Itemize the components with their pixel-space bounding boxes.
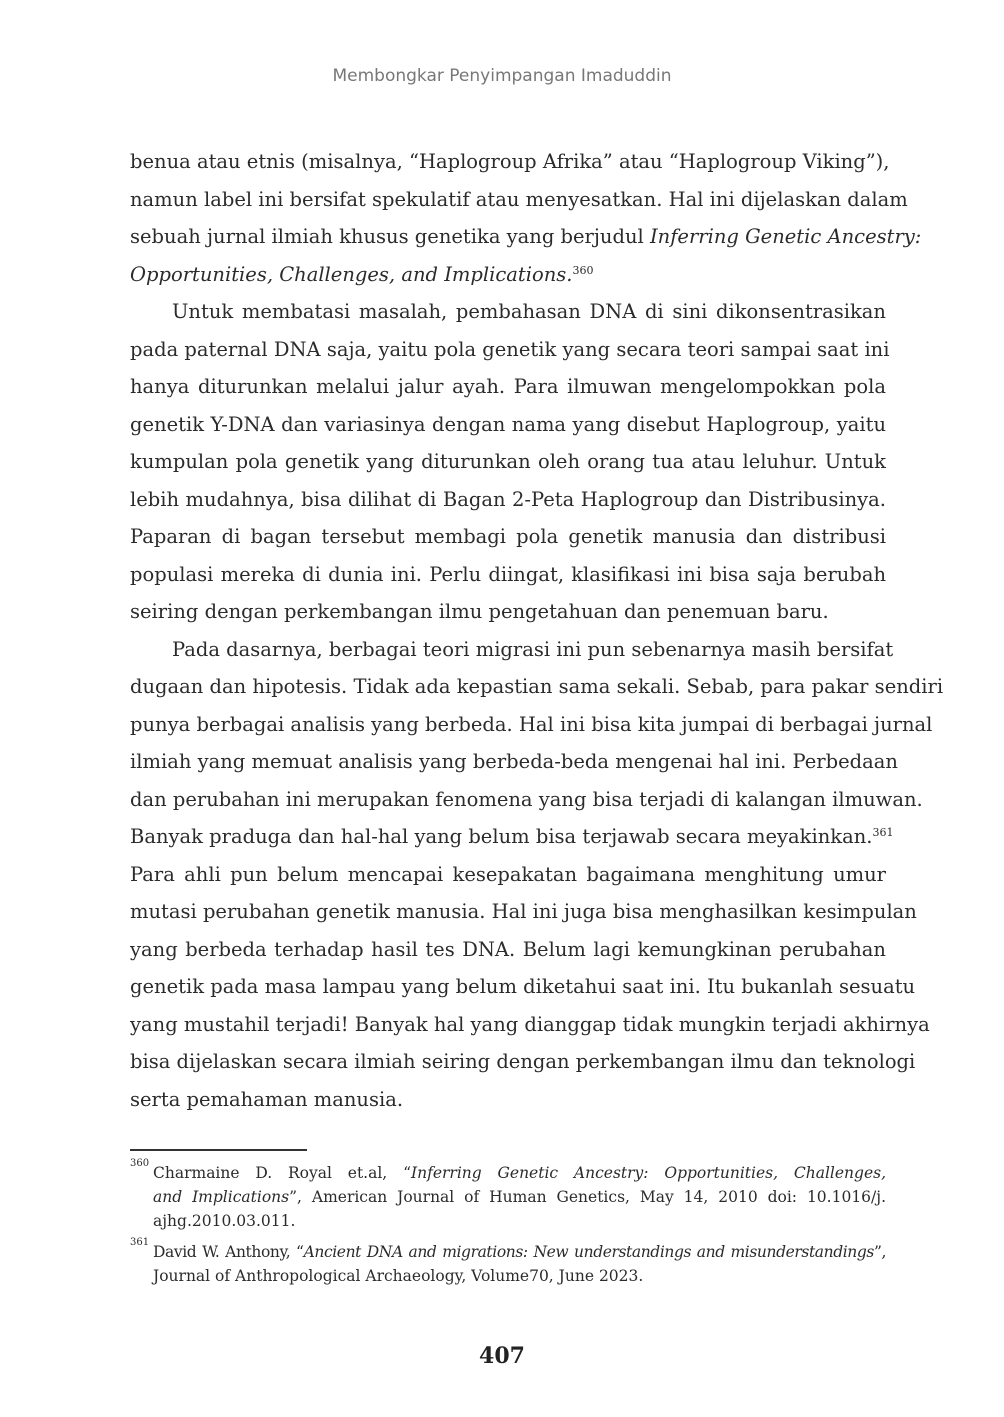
footnote-number: 360 xyxy=(130,1158,150,1169)
text-line xyxy=(130,256,886,294)
footnote-360 xyxy=(130,1158,886,1233)
text-line: genetik Y-DNA dan variasinya dengan nama yang disebut Haplogroup, yaitu xyxy=(130,412,886,436)
italic-title: Opportunities, Challenges, and Implications. xyxy=(130,262,573,286)
text-line: serta pemahaman manusia. xyxy=(130,1087,404,1111)
text-span: ”, xyxy=(873,1243,886,1261)
text-span: ”, American Journal of Human Genetics, May 14, 2010 doi: 10.1016/j. xyxy=(289,1188,886,1206)
text-line: Para ahli pun belum mencapai kesepakatan bagaimana menghitung umur xyxy=(130,862,886,886)
paragraph-1 xyxy=(130,143,922,293)
text-span: David W. Anthony, “ xyxy=(153,1243,304,1261)
text-line: kumpulan pola genetik yang diturunkan oleh orang tua atau leluhur. Untuk xyxy=(130,450,886,473)
footnote-line xyxy=(130,1161,886,1185)
italic-title: and Implications xyxy=(153,1188,290,1206)
footnote-361 xyxy=(130,1237,886,1288)
body-text xyxy=(130,143,944,1118)
text-line: Paparan di bagan tersebut membagi pola genetik manusia dan distribusi xyxy=(130,525,886,548)
running-header: Membongkar Penyimpangan Imaduddin xyxy=(332,66,672,86)
text-line: genetik pada masa lampau yang belum diketahui saat ini. Itu bukanlah sesuatu xyxy=(130,975,916,998)
text-line: namun label ini bersifat spekulatif atau menyesatkan. Hal ini dijelaskan dalam xyxy=(130,187,908,211)
footnote-ref-361[interactable]: 361 xyxy=(872,826,894,839)
text-line: ilmiah yang memuat analisis yang berbeda-beda mengenai hal ini. Perbedaan xyxy=(130,750,898,773)
text-span: Charmaine D. Royal et.al, “ xyxy=(153,1164,411,1182)
text-line: yang berbeda terhadap hasil tes DNA. Belum lagi kemungkinan perubahan xyxy=(130,937,886,961)
text-line: dugaan dan hipotesis. Tidak ada kepastian sama sekali. Sebab, para pakar sendiri xyxy=(130,675,944,698)
text-line: benua atau etnis (misalnya, “Haplogroup Afrika” atau “Haplogroup Viking”), xyxy=(130,150,890,173)
paragraph-3 xyxy=(130,631,944,1119)
text-line: populasi mereka di dunia ini. Perlu diingat, klasifikasi ini bisa saja berubah xyxy=(130,562,886,586)
paragraph-2 xyxy=(130,293,890,631)
text-line: punya berbagai analisis yang berbeda. Hal ini bisa kita jumpai di berbagai jurnal xyxy=(130,712,933,736)
text-line: Pada dasarnya, berbagai teori migrasi ini pun sebenarnya masih bersifat xyxy=(172,637,894,661)
text-line: mutasi perubahan genetik manusia. Hal ini juga bisa menghasilkan kesimpulan xyxy=(130,900,917,923)
text-line: hanya diturunkan melalui jalur ayah. Para ilmuwan mengelompokkan pola xyxy=(130,375,886,398)
text-span: sebuah jurnal ilmiah khusus genetika yang berjudul xyxy=(130,225,650,248)
footnote-line: Journal of Anthropological Archaeology, Volume70, June 2023. xyxy=(153,1267,644,1285)
footnote-line xyxy=(130,1185,886,1209)
text-line: seiring dengan perkembangan ilmu pengetahuan dan penemuan baru. xyxy=(130,600,829,623)
text-line xyxy=(130,818,894,856)
footnote-number: 361 xyxy=(130,1237,150,1248)
text-line: pada paternal DNA saja, yaitu pola genetik yang secara teori sampai saat ini xyxy=(130,337,890,361)
text-line: lebih mudahnya, bisa dilihat di Bagan 2-Peta Haplogroup dan Distribusinya. xyxy=(130,487,886,511)
page-number: 407 xyxy=(479,1343,525,1369)
text-line xyxy=(130,218,922,256)
text-span: Banyak praduga dan hal-hal yang belum bisa terjawab secara meyakinkan. xyxy=(130,825,873,848)
footnote-ref-360[interactable]: 360 xyxy=(572,263,594,277)
text-line: bisa dijelaskan secara ilmiah seiring dengan perkembangan ilmu dan teknologi xyxy=(130,1050,916,1073)
italic-title: Ancient DNA and migrations: New understandings and misunderstandings xyxy=(303,1243,874,1261)
text-line: Untuk membatasi masalah, pembahasan DNA di sini dikonsentrasikan xyxy=(172,300,886,323)
italic-title: Inferring Genetic Ancestry: Opportunities, Challenges, xyxy=(411,1164,886,1182)
footnote-line xyxy=(130,1240,886,1264)
italic-title: Inferring Genetic Ancestry: xyxy=(649,225,922,248)
footnote-divider xyxy=(130,1149,307,1151)
text-line: yang mustahil terjadi! Banyak hal yang dianggap tidak mungkin terjadi akhirnya xyxy=(130,1012,930,1036)
text-line: dan perubahan ini merupakan fenomena yang bisa terjadi di kalangan ilmuwan. xyxy=(130,787,923,811)
footnote-line: ajhg.2010.03.011. xyxy=(153,1212,296,1230)
